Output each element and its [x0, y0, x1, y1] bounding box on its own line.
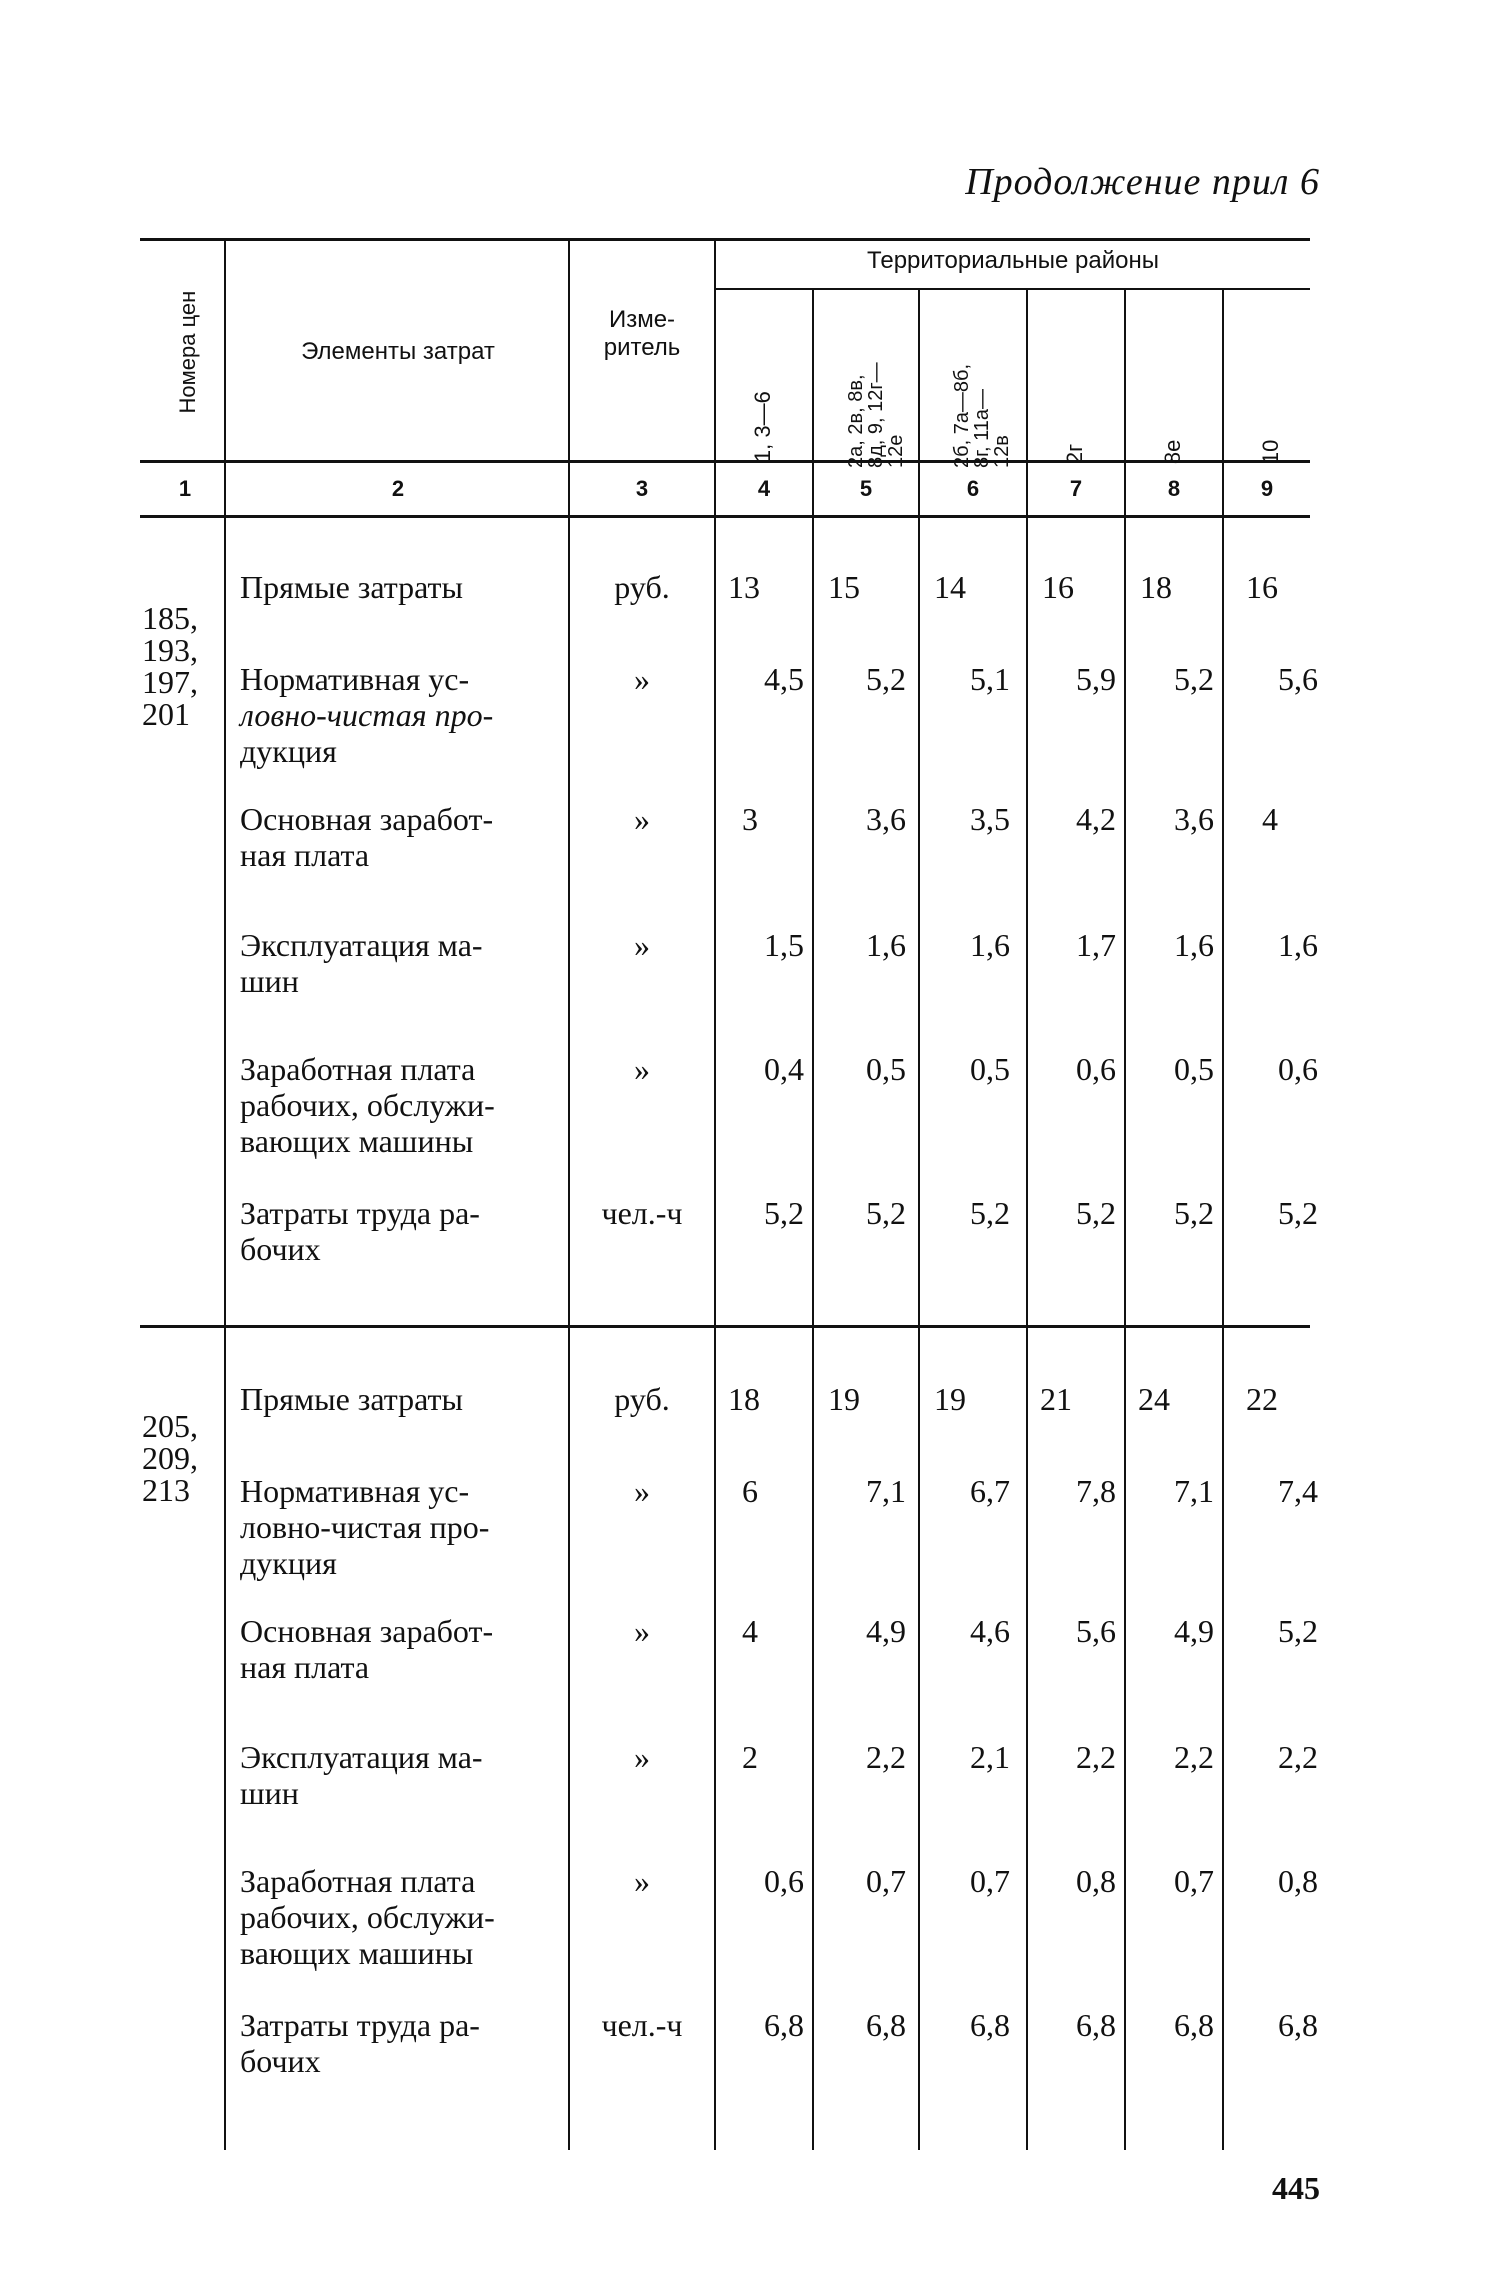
col-divider-8	[1222, 290, 1224, 2150]
region-col-2-text: 2а, 2в, 8в, 8д, 9, 12г— 12е	[845, 362, 907, 468]
g2-r3-v2: 4,9	[866, 1613, 906, 1649]
g2-r5-v1: 0,6	[764, 1863, 804, 1899]
g2-r3-element	[240, 1614, 560, 1686]
g2-r4-line2: шин	[240, 1774, 299, 1811]
g1-r6-v3: 5,2	[970, 1195, 1010, 1231]
g2-r4-v6: 2,2	[1278, 1739, 1318, 1775]
g1-r1-v6: 16	[1246, 569, 1278, 605]
col-divider-2	[568, 240, 570, 2150]
g1-r6-line2: бочих	[240, 1230, 321, 1267]
regions-rule	[716, 288, 1310, 290]
g2-r1-element	[240, 1382, 560, 1418]
g1-r6-v2: 5,2	[866, 1195, 906, 1231]
g2-r3-line2: ная плата	[240, 1648, 370, 1685]
g1-r2-v4: 5,9	[1076, 661, 1116, 697]
g2-r6-v6: 6,8	[1278, 2007, 1318, 2043]
g1-r6-v5: 5,2	[1174, 1195, 1214, 1231]
g2-r6-v3: 6,8	[970, 2007, 1010, 2043]
g2-r6-unit: чел.-ч	[601, 2007, 683, 2043]
g2-r4-v3: 2,1	[970, 1739, 1010, 1775]
g2-r1-v4: 21	[1040, 1381, 1072, 1417]
page-title: Продолжение прил 6	[965, 161, 1320, 203]
g2-r5-v2: 0,7	[866, 1863, 906, 1899]
g1-r3-v1: 3	[742, 801, 758, 837]
g1-r1-v3: 14	[934, 569, 966, 605]
col-divider-1	[224, 240, 226, 2150]
g2-r1-v5: 24	[1138, 1381, 1170, 1417]
colnum-1: 1	[178, 476, 192, 501]
group1-codes	[142, 570, 222, 730]
g1-r6-unit: чел.-ч	[601, 1195, 683, 1231]
g2-r5-v3: 0,7	[970, 1863, 1010, 1899]
g2-r4-v5: 2,2	[1174, 1739, 1214, 1775]
g2-r6-line1: Затраты труда ра-	[240, 2007, 480, 2043]
g2-r5-line3: вающих машины	[240, 1934, 474, 1971]
g2-r5-element	[240, 1864, 560, 1971]
g1-r3-element	[240, 802, 560, 874]
region-col-2	[826, 316, 906, 468]
g1-r3-v6: 4	[1262, 801, 1278, 837]
g1-r6-v4: 5,2	[1076, 1195, 1116, 1231]
g2-r1-unit: руб.	[614, 1381, 670, 1417]
g1-r4-v5: 1,6	[1174, 927, 1214, 963]
g2-r2-v3: 6,7	[970, 1473, 1010, 1509]
g1-r5-line1: Заработная плата	[240, 1051, 476, 1087]
header-bottom-rule	[140, 460, 1310, 463]
g2-r5-line2: рабочих, обслужи-	[240, 1898, 495, 1935]
col-divider-4	[812, 290, 814, 2150]
g2-r3-v1: 4	[742, 1613, 758, 1649]
g2-r2-v2: 7,1	[866, 1473, 906, 1509]
group1-codes-text: 185, 193, 197, 201	[142, 600, 198, 732]
g1-r3-unit: »	[634, 801, 650, 837]
g1-r2-v3: 5,1	[970, 661, 1010, 697]
g2-r1-v3: 19	[934, 1381, 966, 1417]
g1-r5-v3: 0,5	[970, 1051, 1010, 1087]
header-unit	[574, 306, 710, 361]
group2-codes-text: 205, 209, 213	[142, 1408, 198, 1508]
g1-r1-unit: руб.	[614, 569, 670, 605]
g1-r1-v1: 13	[728, 569, 760, 605]
g1-r1-v4: 16	[1042, 569, 1074, 605]
g1-r1-v5: 18	[1140, 569, 1172, 605]
colnum-8: 8	[1167, 476, 1181, 501]
g2-r3-v3: 4,6	[970, 1613, 1010, 1649]
g2-r2-v4: 7,8	[1076, 1473, 1116, 1509]
header-price-numbers: Номера цен	[174, 290, 200, 414]
g2-r5-unit: »	[634, 1863, 650, 1899]
g1-r6-element	[240, 1196, 560, 1268]
g1-r5-v1: 0,4	[764, 1051, 804, 1087]
colnum-4: 4	[757, 476, 771, 501]
g1-r4-v3: 1,6	[970, 927, 1010, 963]
g2-r1-v6: 22	[1246, 1381, 1278, 1417]
g1-r5-line3: вающих машины	[240, 1122, 474, 1159]
g1-r2-v2: 5,2	[866, 661, 906, 697]
g2-r4-v4: 2,2	[1076, 1739, 1116, 1775]
g2-r5-v4: 0,8	[1076, 1863, 1116, 1899]
g2-r6-v4: 6,8	[1076, 2007, 1116, 2043]
g2-r2-v5: 7,1	[1174, 1473, 1214, 1509]
region-col-4: 2г	[1061, 443, 1087, 465]
region-col-6: 10	[1257, 439, 1283, 465]
g1-r3-v2: 3,6	[866, 801, 906, 837]
group-separator-rule	[140, 1325, 1310, 1328]
colnum-3: 3	[635, 476, 649, 501]
region-col-3	[932, 316, 1012, 468]
g1-r4-element	[240, 928, 560, 1000]
colnum-bottom-rule	[140, 515, 1310, 518]
colnum-9: 9	[1260, 476, 1274, 501]
g1-r3-v4: 4,2	[1076, 801, 1116, 837]
g1-r3-v3: 3,5	[970, 801, 1010, 837]
g2-r2-v1: 6	[742, 1473, 758, 1509]
g1-r2-line3: дукция	[240, 732, 337, 769]
g1-r4-line1: Эксплуатация ма-	[240, 927, 483, 963]
g1-r5-v4: 0,6	[1076, 1051, 1116, 1087]
g2-r5-v6: 0,8	[1278, 1863, 1318, 1899]
region-col-3-text: 2б, 7а—8б, 8г, 11а— 12в	[951, 363, 1013, 468]
g2-r5-v5: 0,7	[1174, 1863, 1214, 1899]
g1-r6-line1: Затраты труда ра-	[240, 1195, 480, 1231]
g2-r3-v6: 5,2	[1278, 1613, 1318, 1649]
g2-r5-line1: Заработная плата	[240, 1863, 476, 1899]
group2-codes	[142, 1378, 222, 1506]
g1-r6-v6: 5,2	[1278, 1195, 1318, 1231]
page-number: 445	[1272, 2170, 1320, 2206]
g2-r6-element	[240, 2008, 560, 2080]
region-col-5: 8е	[1159, 439, 1185, 465]
g2-r2-line1: Нормативная ус-	[240, 1473, 470, 1509]
g1-r4-unit: »	[634, 927, 650, 963]
g1-r4-v4: 1,7	[1076, 927, 1116, 963]
g2-r4-element	[240, 1740, 560, 1812]
header-cost-elements: Элементы затрат	[301, 338, 495, 365]
g2-r2-line2: ловно-чистая про-	[240, 1508, 490, 1545]
g2-r4-v1: 2	[742, 1739, 758, 1775]
colnum-5: 5	[859, 476, 873, 501]
g1-r6-v1: 5,2	[764, 1195, 804, 1231]
g1-r4-line2: шин	[240, 962, 299, 999]
g1-r5-v2: 0,5	[866, 1051, 906, 1087]
g2-r3-line1: Основная заработ-	[240, 1613, 494, 1649]
g2-r6-line2: бочих	[240, 2042, 321, 2079]
g1-r2-line1: Нормативная ус-	[240, 661, 470, 697]
g1-r1-v2: 15	[828, 569, 860, 605]
g2-r2-v6: 7,4	[1278, 1473, 1318, 1509]
g1-r2-unit: »	[634, 661, 650, 697]
g1-r2-v6: 5,6	[1278, 661, 1318, 697]
g2-r1-element-text: Прямые затраты	[240, 1381, 464, 1417]
g1-r2-line2: ловно-чистая про-	[240, 696, 494, 733]
g2-r6-v2: 6,8	[866, 2007, 906, 2043]
g1-r5-unit: »	[634, 1051, 650, 1087]
g1-r5-v5: 0,5	[1174, 1051, 1214, 1087]
g1-r2-element	[240, 662, 560, 769]
g2-r3-v4: 5,6	[1076, 1613, 1116, 1649]
table-top-rule	[140, 238, 1310, 241]
g1-r5-line2: рабочих, обслужи-	[240, 1086, 495, 1123]
g1-r3-line2: ная плата	[240, 836, 370, 873]
g1-r5-v6: 0,6	[1278, 1051, 1318, 1087]
g1-r4-v1: 1,5	[764, 927, 804, 963]
g1-r5-element	[240, 1052, 560, 1159]
g1-r1-element	[240, 570, 560, 606]
g2-r6-v1: 6,8	[764, 2007, 804, 2043]
g2-r4-v2: 2,2	[866, 1739, 906, 1775]
g2-r2-element	[240, 1474, 560, 1581]
g1-r3-line1: Основная заработ-	[240, 801, 494, 837]
g1-r2-v5: 5,2	[1174, 661, 1214, 697]
header-unit-text: Изме- ритель	[603, 306, 681, 361]
g2-r4-unit: »	[634, 1739, 650, 1775]
g2-r6-v5: 6,8	[1174, 2007, 1214, 2043]
g1-r1-element-text: Прямые затраты	[240, 569, 464, 605]
region-col-1: 1, 3—6	[749, 391, 775, 463]
header-regions: Территориальные районы	[867, 247, 1159, 274]
g2-r1-v2: 19	[828, 1381, 860, 1417]
g1-r2-v1: 4,5	[764, 661, 804, 697]
g2-r2-unit: »	[634, 1473, 650, 1509]
g2-r1-v1: 18	[728, 1381, 760, 1417]
g1-r3-v5: 3,6	[1174, 801, 1214, 837]
g1-r4-v2: 1,6	[866, 927, 906, 963]
g2-r3-v5: 4,9	[1174, 1613, 1214, 1649]
colnum-7: 7	[1069, 476, 1083, 501]
g1-r4-v6: 1,6	[1278, 927, 1318, 963]
g2-r2-line3: дукция	[240, 1544, 337, 1581]
g2-r4-line1: Эксплуатация ма-	[240, 1739, 483, 1775]
g2-r3-unit: »	[634, 1613, 650, 1649]
colnum-6: 6	[966, 476, 980, 501]
colnum-2: 2	[391, 476, 405, 501]
